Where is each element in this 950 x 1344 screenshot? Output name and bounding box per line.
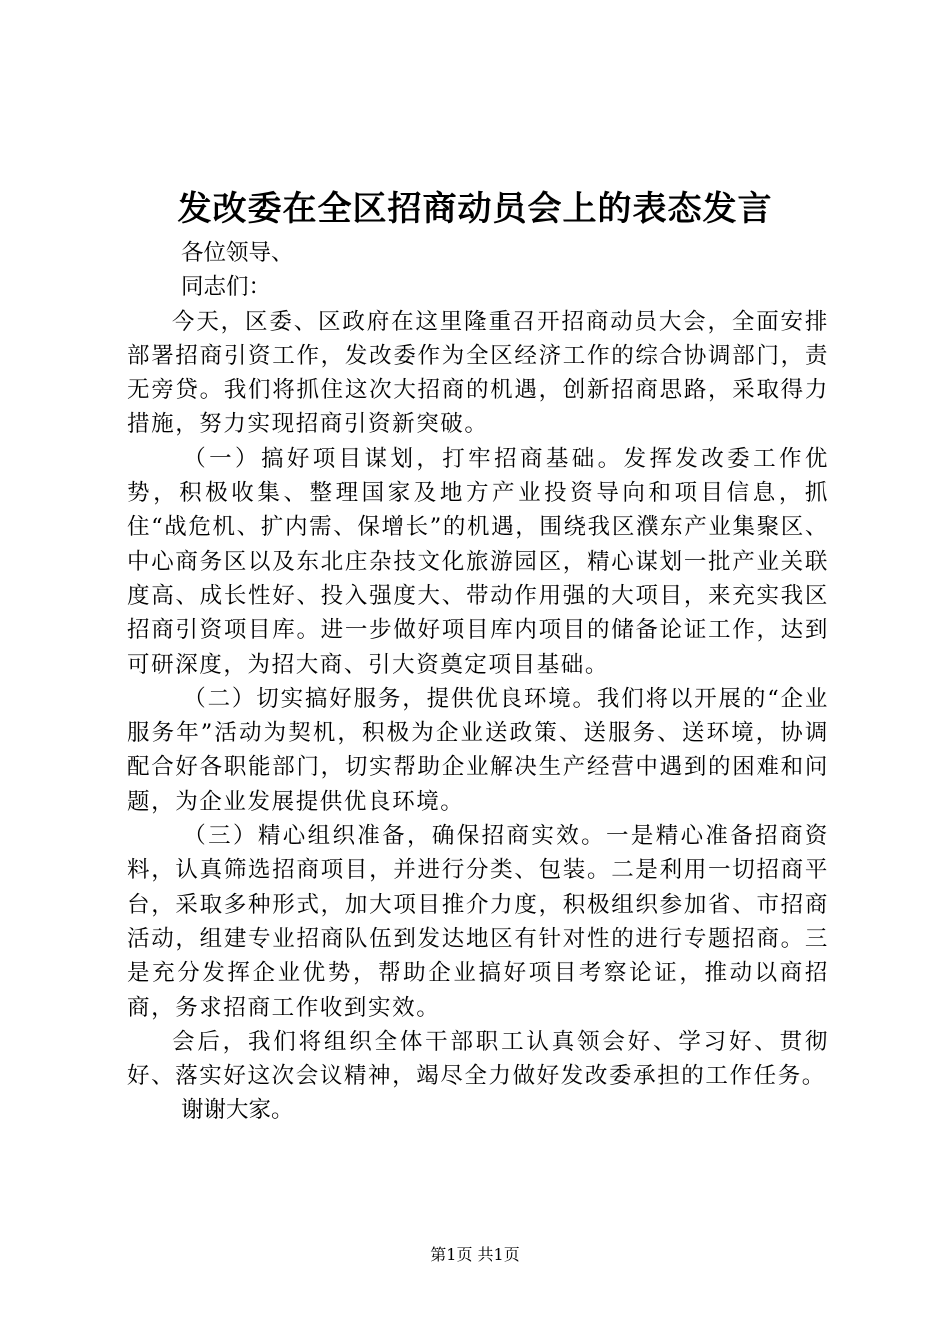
salutation-line-2: 同志们：: [181, 274, 272, 301]
closing-line: 谢谢大家。: [181, 1097, 294, 1124]
salutation-line-1: 各位领导、: [181, 240, 294, 266]
paragraph-point-2: （二）切实搞好服务，提供优良环境。我们将以开展的“企业服务年”活动为契机，积极为企业送政策、送服务、送环境，协调配合好各职能部门，切实帮助企业解决生产经营中遇到的困难和问题，为企业发展提供优良环境。: [127, 685, 829, 815]
document-body: [127, 236, 829, 1128]
document-title: 发改委在全区招商动员会上的表态发言: [177, 189, 773, 229]
paragraph-point-3: （三）精心组织准备，确保招商实效。一是精心准备招商资料，认真筛选招商项目，并进行分类、包装。二是利用一切招商平台，采取多种形式，加大项目推介力度，积极组织参加省、市招商活动，组建专业招商队伍到发达地区有针对性的进行专题招商。三是充分发挥企业优势，帮助企业搞好项目考察论证，推动以商招商，务求招商工作收到实效。: [127, 823, 829, 1021]
page-number-footer: 第1页 共1页: [430, 1245, 520, 1264]
paragraph-point-1: （一）搞好项目谋划，打牢招商基础。发挥发改委工作优势，积极收集、整理国家及地方产业投资导向和项目信息，抓住“战危机、扩内需、保增长”的机遇，围绕我区濮东产业集聚区、中心商务区以及东北庄杂技文化旅游园区，精心谋划一批产业关联度高、成长性好、投入强度大、带动作用强的大项目，来充实我区招商引资项目库。进一步做好项目库内项目的储备论证工作，达到可研深度，为招大商、引大资奠定项目基础。: [127, 445, 829, 678]
paragraph-conclusion: 会后，我们将组织全体干部职工认真领会好、学习好、贯彻好、落实好这次会议精神，竭尽全力做好发改委承担的工作任务。: [127, 1028, 829, 1090]
paragraph-intro: 今天，区委、区政府在这里隆重召开招商动员大会，全面安排部署招商引资工作，发改委作为全区经济工作的综合协调部门，责无旁贷。我们将抓住这次大招商的机遇，创新招商思路，采取得力措施，努力实现招商引资新突破。: [127, 308, 829, 438]
